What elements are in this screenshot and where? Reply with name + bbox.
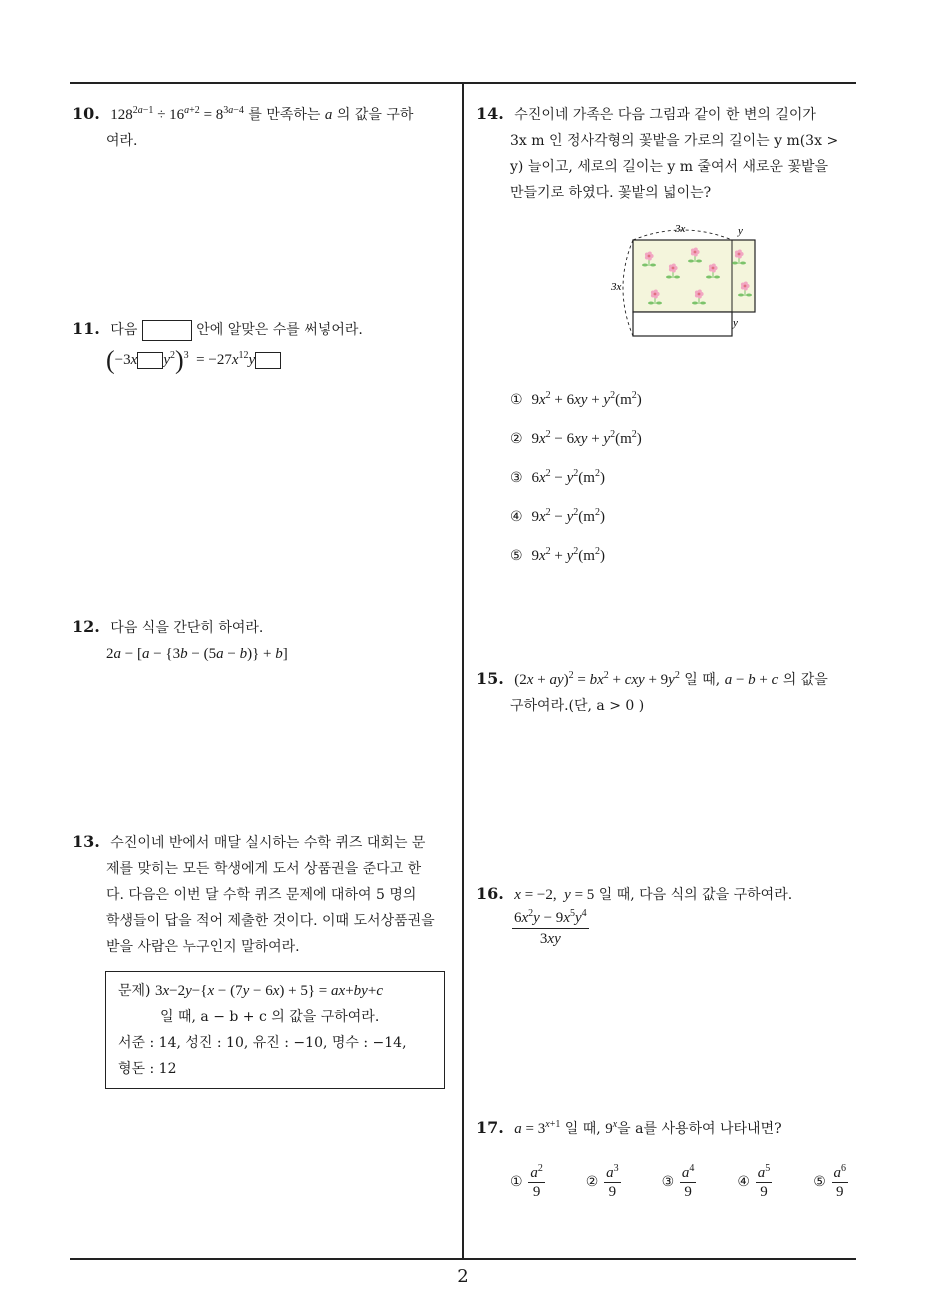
question-number: 12. bbox=[72, 617, 100, 636]
label-y-bottom: y bbox=[733, 317, 738, 329]
problem-box bbox=[105, 971, 445, 1089]
question-text: 다음 bbox=[110, 322, 142, 338]
question-13 bbox=[72, 829, 457, 960]
question-text: 제를 맞히는 모든 학생에게 도서 상품권을 준다고 한 bbox=[106, 861, 422, 877]
condition: x = −2, y = 5 bbox=[514, 887, 595, 903]
question-number: 11. bbox=[72, 319, 100, 338]
question-text: 일 때, 다음 식의 값을 구하여라. bbox=[594, 887, 793, 903]
question-11 bbox=[72, 316, 457, 374]
question-text: 만들기로 하였다. 꽃밭의 넓이는? bbox=[510, 185, 712, 201]
question-15 bbox=[476, 666, 866, 719]
answer-box[interactable] bbox=[142, 320, 192, 341]
question-text: 일 때, bbox=[679, 672, 725, 688]
equation: (−3x $y^2)^3 = -27x^{12}y$ bbox=[106, 347, 457, 374]
removed-strip bbox=[633, 312, 732, 336]
choice-1[interactable]: ① $9x^2 + 6xy + y^2(m^2)$ bbox=[510, 390, 642, 408]
equation: $(2x + ay)^2 = bx^2$ + cxy + $9y^2$ bbox=[514, 670, 680, 688]
question-number: 17. bbox=[476, 1118, 504, 1137]
question-number: 13. bbox=[72, 832, 100, 851]
choice-4[interactable]: ④ $9x^2 - y^2(m^2)$ bbox=[510, 507, 605, 525]
question-text: 받을 사람은 누구인지 말하여라. bbox=[106, 939, 300, 955]
choice-4[interactable]: ④ $\frac{a^5}{9}$ bbox=[737, 1163, 771, 1200]
question-text: 를 만족하는 bbox=[243, 107, 325, 123]
question-10: 10. $128^{2a-1} \div 16^{a+2} = 8^{3a-4}$ 를 만족하는 a 의 값을 구하 여라. bbox=[72, 101, 457, 154]
question-text: 여라. bbox=[106, 133, 138, 149]
choice-2[interactable]: ② $\frac{a^3}{9}$ bbox=[585, 1163, 619, 1200]
q14-choices bbox=[510, 388, 810, 568]
question-text: 의 값을 구하 bbox=[332, 107, 414, 123]
choice-3[interactable]: ③ $6x^2 - y^2(m^2)$ bbox=[510, 468, 605, 486]
equation: 3x−2y−{x − (7y − 6x) + 5} = ax+by+c bbox=[154, 983, 383, 999]
condition: $a = 3^{x+1}$ bbox=[514, 1119, 561, 1137]
choice-3[interactable]: ③ $\frac{a^4}{9}$ bbox=[661, 1163, 695, 1200]
question-14 bbox=[476, 101, 866, 206]
question-text: 의 값을 bbox=[778, 672, 828, 688]
question-text: 다. 다음은 이번 달 수학 퀴즈 문제에 대하여 5 명의 bbox=[106, 887, 417, 903]
choice-5[interactable]: ⑤ $\frac{a^6}{9}$ bbox=[813, 1163, 846, 1200]
box-answers: 서준 : 14, 성진 : 10, 유진 : −10, 명수 : −14, bbox=[118, 1035, 407, 1051]
box-answers: 형돈 : 12 bbox=[118, 1061, 177, 1077]
question-16 bbox=[476, 881, 866, 949]
question-text: 다음 식을 간단히 하여라. bbox=[110, 620, 264, 636]
question-text: 수진이네 반에서 매달 실시하는 수학 퀴즈 대회는 문 bbox=[110, 835, 426, 851]
label-y-top: y bbox=[738, 225, 743, 237]
question-17 bbox=[476, 1115, 866, 1142]
question-text: 수진이네 가족은 다음 그림과 같이 한 변의 길이가 bbox=[514, 107, 816, 123]
question-text: y) 늘이고, 세로의 길이는 y m 줄여서 새로운 꽃밭을 bbox=[510, 159, 829, 175]
q17-choices bbox=[510, 1164, 850, 1201]
question-text: 일 때, bbox=[560, 1121, 606, 1137]
question-text: 을 a를 사용하여 나타내면? bbox=[617, 1121, 782, 1137]
label-3x-top: 3x bbox=[675, 223, 686, 235]
column-divider bbox=[462, 82, 464, 1260]
question-text: 구하여라.(단, a > 0 ) bbox=[510, 698, 645, 714]
fraction-expression: $\frac{6x^2y - 9x^5y^4}{3xy}$ bbox=[514, 908, 587, 947]
question-text: 3x m 인 정사각형의 꽃밭을 가로의 길이는 y m(3x > bbox=[510, 133, 839, 149]
choice-2[interactable]: ② $9x^2 - 6xy + y^2(m^2)$ bbox=[510, 429, 642, 447]
box-text: 일 때, a − b + c 의 값을 구하여라. bbox=[160, 1009, 380, 1025]
question-number: 15. bbox=[476, 669, 504, 688]
dashed-arc-left bbox=[623, 240, 633, 336]
answer-box[interactable] bbox=[255, 352, 281, 369]
bottom-rule bbox=[70, 1258, 856, 1260]
question-text: 안에 알맞은 수를 써넣어라. bbox=[191, 322, 363, 338]
flower-bed-figure bbox=[605, 220, 765, 345]
equation: 2a − [a − {3b − (5a − b)} + b] bbox=[106, 646, 288, 662]
choice-1[interactable]: ① $\frac{a^2}{9}$ bbox=[510, 1163, 543, 1200]
question-number: 14. bbox=[476, 104, 504, 123]
expression: 9$^x$ bbox=[605, 1119, 618, 1137]
choice-5[interactable]: ⑤ $9x^2 + y^2(m^2)$ bbox=[510, 546, 605, 564]
question-number: 10. bbox=[72, 104, 100, 123]
page-number: 2 bbox=[457, 1266, 469, 1287]
equation: $128^{2a-1} \div 16^{a+2} = 8^{3a-4}$ bbox=[110, 105, 244, 123]
question-text: 학생들이 답을 적어 제출한 것이다. 이때 도서상품권을 bbox=[106, 913, 435, 929]
box-label: 문제) bbox=[118, 983, 151, 999]
label-3x-left: 3x bbox=[611, 281, 622, 293]
question-12 bbox=[72, 614, 457, 667]
expression: a − b + c bbox=[724, 672, 779, 688]
answer-box[interactable] bbox=[137, 352, 163, 369]
question-number: 16. bbox=[476, 884, 504, 903]
